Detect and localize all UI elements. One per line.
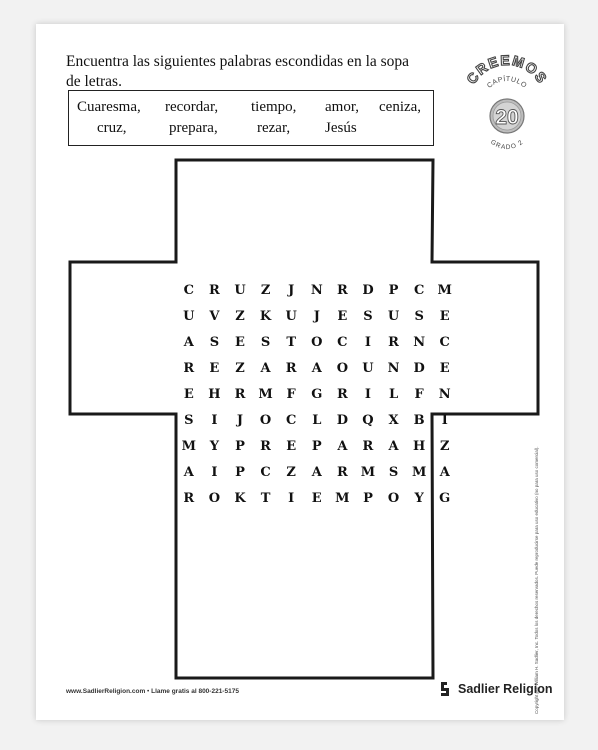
grid-letter[interactable]: F xyxy=(286,387,296,402)
grid-letter[interactable]: M xyxy=(258,387,273,402)
grid-letter[interactable]: R xyxy=(336,465,348,480)
grid-letter[interactable]: C xyxy=(260,465,271,480)
grid-letter[interactable]: Z xyxy=(235,309,245,324)
grid-letter[interactable]: G xyxy=(311,387,323,402)
grid-letter[interactable]: I xyxy=(211,465,218,480)
badge-chapter-number: 20 xyxy=(495,106,519,129)
word-item: ceniza, xyxy=(379,99,422,115)
grid-letter[interactable]: R xyxy=(285,361,297,376)
grid-letter[interactable]: R xyxy=(183,361,195,376)
grid-letter[interactable]: P xyxy=(388,283,399,298)
grid-letter[interactable]: K xyxy=(259,309,272,324)
grid-letter[interactable]: S xyxy=(363,309,373,324)
grid-letter[interactable]: R xyxy=(260,439,271,454)
badge-grade: GRADO 2 xyxy=(489,138,525,152)
grid-letter[interactable]: N xyxy=(438,387,451,402)
word-item: Jesús xyxy=(325,120,357,136)
grid-letter[interactable]: H xyxy=(412,439,426,454)
footer-phone: Llame gratis al 800-221-5175 xyxy=(151,688,239,695)
badge-series: CREEMOS xyxy=(463,54,551,87)
grid-letter[interactable]: O xyxy=(311,335,323,350)
grid-letter[interactable]: C xyxy=(413,283,425,298)
grid-letter[interactable]: T xyxy=(286,335,297,350)
grid-letter[interactable]: X xyxy=(388,413,399,428)
grid-letter[interactable]: V xyxy=(209,309,220,324)
grid-letter[interactable]: E xyxy=(235,335,245,350)
grid-letter[interactable]: A xyxy=(388,439,399,454)
grid-letter[interactable]: G xyxy=(439,491,451,506)
copyright-notice: Copyright por William H. Sadlier, Inc. Todos los derechos reservados. Puede reproducirse para uso educativo (no para uso comercial). xyxy=(534,446,539,714)
grid-letter[interactable]: S xyxy=(260,335,271,350)
word-item: prepara, xyxy=(169,120,218,136)
grid-letter[interactable]: C xyxy=(183,283,194,298)
grid-letter[interactable]: A xyxy=(337,439,348,454)
grid-letter[interactable]: H xyxy=(208,387,221,402)
grid-letter[interactable]: E xyxy=(439,361,450,376)
grid-letter[interactable]: R xyxy=(336,283,348,298)
grid-letter[interactable]: F xyxy=(414,387,424,402)
footer-separator: • xyxy=(147,688,150,695)
grid-letter[interactable]: E xyxy=(209,361,220,376)
grid-letter[interactable]: D xyxy=(362,283,374,298)
word-item: tiempo, xyxy=(251,99,297,115)
grid-letter[interactable]: Z xyxy=(260,283,271,298)
grid-letter[interactable]: E xyxy=(337,309,348,324)
grid-letter[interactable]: U xyxy=(387,309,400,324)
grid-letter[interactable]: R xyxy=(183,491,195,506)
grid-letter[interactable]: P xyxy=(235,465,245,480)
grid-letter[interactable]: I xyxy=(288,491,295,506)
grid-letter[interactable]: O xyxy=(387,491,400,506)
grid-letter[interactable]: D xyxy=(336,413,348,428)
grid-letter[interactable]: C xyxy=(337,335,348,350)
word-item: rezar, xyxy=(257,120,291,136)
grid-letter[interactable]: A xyxy=(183,465,194,480)
instructions-text: Encuentra las siguientes palabras escondidas en la sopa de letras. xyxy=(66,53,410,90)
grid-letter[interactable]: S xyxy=(184,413,194,428)
word-item: recordar, xyxy=(165,99,219,115)
word-item: amor, xyxy=(325,99,359,115)
grid-letter[interactable]: A xyxy=(260,361,271,376)
grid-letter[interactable]: O xyxy=(259,413,272,428)
grid-letter[interactable]: L xyxy=(312,413,322,428)
grid-letter[interactable]: O xyxy=(208,491,221,506)
grid-letter[interactable]: Z xyxy=(286,465,296,480)
grid-letter[interactable]: M xyxy=(335,491,350,506)
grid-letter[interactable]: A xyxy=(183,335,194,350)
footer-website[interactable]: www.SadlierReligion.com xyxy=(66,688,146,695)
grid-letter[interactable]: N xyxy=(413,335,426,350)
word-item: cruz, xyxy=(97,120,127,136)
grid-letter[interactable]: A xyxy=(311,465,322,480)
grid-letter[interactable]: Z xyxy=(439,439,450,454)
grid-letter[interactable]: Z xyxy=(235,361,245,376)
grid-letter[interactable]: S xyxy=(414,309,424,324)
badge-chapter-label: CAPÍTULO xyxy=(486,75,528,90)
grid-letter[interactable]: U xyxy=(183,309,195,324)
grid-letter[interactable]: I xyxy=(364,335,371,350)
grid-letter[interactable]: K xyxy=(234,491,246,506)
grid-letter[interactable]: Y xyxy=(209,439,220,454)
grid-letter[interactable]: A xyxy=(311,361,322,376)
grid-letter[interactable]: R xyxy=(362,439,374,454)
grid-letter[interactable]: A xyxy=(439,465,450,480)
grid-letter[interactable]: C xyxy=(439,335,450,350)
grid-letter[interactable]: L xyxy=(388,387,399,402)
worksheet-page xyxy=(36,24,564,720)
grid-letter[interactable]: M xyxy=(360,465,376,480)
grid-letter[interactable]: M xyxy=(437,283,452,298)
grid-letter[interactable]: P xyxy=(363,491,373,506)
grid-letter[interactable]: E xyxy=(286,439,297,454)
grid-letter[interactable]: B xyxy=(413,413,425,428)
grid-letter[interactable]: S xyxy=(388,465,399,480)
grid-letter[interactable]: D xyxy=(413,361,425,376)
grid-letter[interactable]: N xyxy=(310,283,323,298)
word-item: Cuaresma, xyxy=(77,99,141,115)
brand-name: Sadlier Religion xyxy=(458,682,553,696)
grid-letter[interactable]: E xyxy=(439,309,450,324)
footer-contact xyxy=(66,688,239,695)
grid-letter[interactable]: Q xyxy=(362,413,374,428)
grid-letter[interactable]: J xyxy=(236,413,244,428)
grid-letter[interactable]: R xyxy=(234,387,246,402)
grid-letter[interactable]: C xyxy=(285,413,297,428)
grid-letter[interactable]: U xyxy=(362,361,374,376)
grid-letter[interactable]: R xyxy=(208,283,220,298)
grid-letter[interactable]: R xyxy=(388,335,399,350)
grid-letter[interactable]: Y xyxy=(414,491,424,506)
grid-letter[interactable]: M xyxy=(181,439,196,454)
grid-letter[interactable]: J xyxy=(288,283,295,298)
grid-letter[interactable]: I xyxy=(211,413,218,428)
grid-letter[interactable]: N xyxy=(387,361,400,376)
grid-letter[interactable]: I xyxy=(364,387,371,402)
grid-letter[interactable]: E xyxy=(311,491,322,506)
grid-letter[interactable]: E xyxy=(183,387,194,402)
grid-letter[interactable]: P xyxy=(311,439,322,454)
grid-letter[interactable]: U xyxy=(285,309,297,324)
sadlier-mark-icon xyxy=(438,680,454,698)
grid-letter[interactable]: O xyxy=(336,361,349,376)
grid-letter[interactable]: P xyxy=(235,439,245,454)
grid-letter[interactable]: J xyxy=(313,309,320,324)
grid-letter[interactable]: T xyxy=(260,491,271,506)
word-search-grid xyxy=(176,278,458,512)
grid-letter[interactable]: R xyxy=(336,387,348,402)
grid-letter[interactable]: S xyxy=(209,335,220,350)
grid-letter[interactable]: M xyxy=(411,465,427,480)
grid-letter[interactable]: U xyxy=(234,283,246,298)
grid-letter[interactable]: I xyxy=(441,413,448,428)
